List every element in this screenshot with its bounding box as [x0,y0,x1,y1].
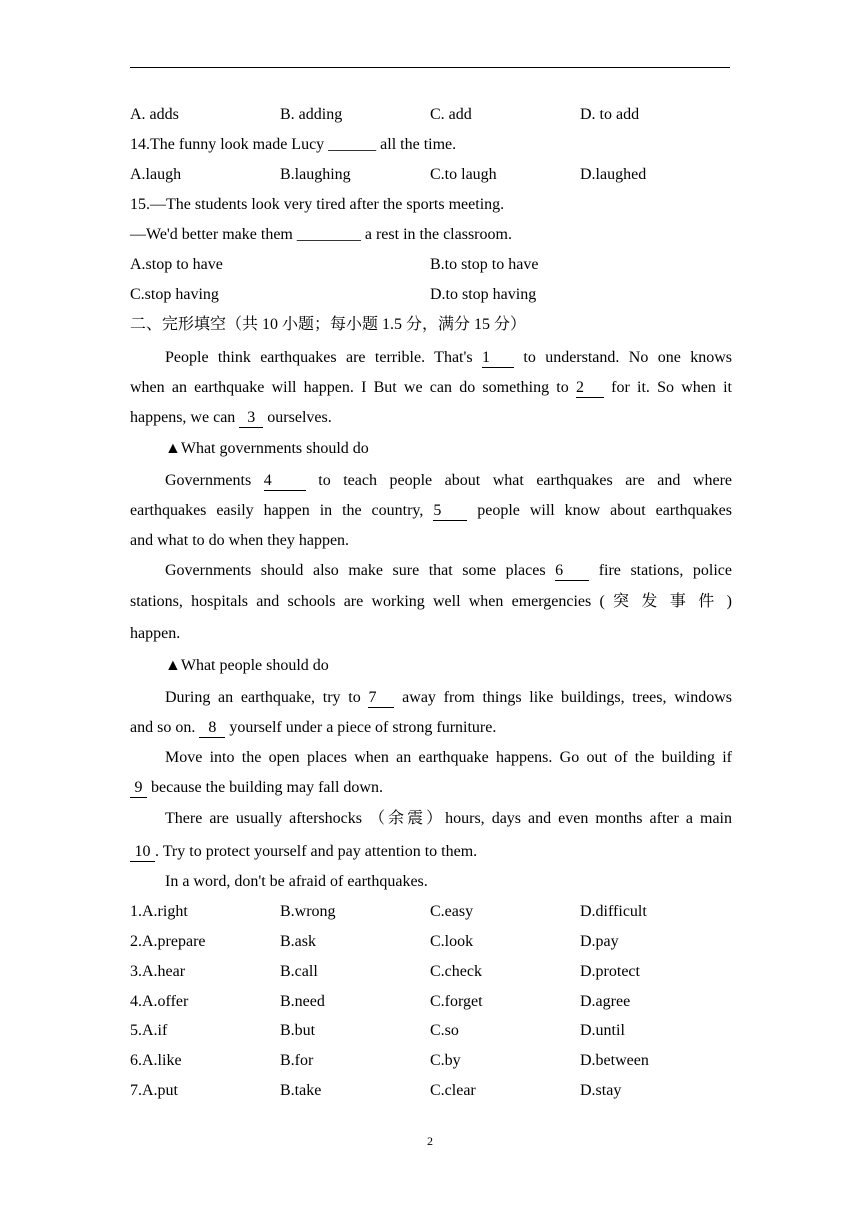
option-c: C.check [430,963,482,980]
option-c: C.stop having [130,286,219,303]
option-c: C.easy [430,903,474,920]
passage-line: 10 . Try to protect yourself and pay attention to them. [130,840,732,864]
passage-line: People think earthquakes are terrible. That's 1 to understand. No one knows [165,349,732,366]
section-title: 二、完形填空（共 10 小题；每小题 1.5 分，满分 15 分） [130,316,527,333]
blank-4: 4 [264,472,306,491]
passage-line: when an earthquake will happen. I But we can do something to 2 for it. So when it [130,379,732,396]
option-b: B.laughing [280,166,351,183]
option-c: C.clear [430,1082,476,1099]
choice-row-5 [130,1019,730,1043]
option-d: D.stay [580,1082,622,1099]
option-a: 2.A.prepare [130,933,206,950]
option-d: D.pay [580,933,619,950]
option-a: 6.A.like [130,1052,182,1069]
header-rule [130,67,730,68]
blank-10: 10 [130,843,155,862]
option-b: B.take [280,1082,322,1099]
option-b: B.but [280,1022,316,1039]
option-a: A.stop to have [130,256,223,273]
passage-line: stations, hospitals and schools are working well when emergencies ( 突 发 事 件 ) [130,593,732,610]
option-a: 1.A.right [130,903,188,920]
section-heading: ▲What governments should do [165,440,369,457]
option-d: D. to add [580,106,640,123]
blank-6: 6 [555,562,589,581]
passage-line: In a word, don't be afraid of earthquakes. [165,873,428,890]
question-15-reply: —We'd better make them ________ a rest in the classroom. [130,226,512,243]
option-d: D.until [580,1022,625,1039]
blank-1: 1 [482,349,514,368]
passage-line: earthquakes easily happen in the country, 5 people will know about earthquakes [130,502,733,519]
q15-options-row1 [130,253,730,277]
choice-row-4 [130,990,730,1014]
option-b: B. adding [280,106,343,123]
option-d: D.difficult [580,903,647,920]
option-c: C.to laugh [430,166,497,183]
option-b: B.need [280,993,325,1010]
option-a: 5.A.if [130,1022,168,1039]
option-a: 7.A.put [130,1082,178,1099]
passage-line: There are usually aftershocks （余震）hours, days and even months after a main [165,810,732,827]
option-b: B.to stop to have [430,256,539,273]
choice-row-2 [130,930,730,954]
option-c: C. add [430,106,472,123]
section-heading: ▲What people should do [165,657,329,674]
option-d: D.laughed [580,166,647,183]
option-d: D.between [580,1052,649,1069]
q15-options-row2 [130,283,730,307]
option-c: C.by [430,1052,461,1069]
passage-line: happens, we can 3 ourselves. [130,409,332,426]
option-a: A.laugh [130,166,182,183]
choice-row-6 [130,1049,730,1073]
option-b: B.for [280,1052,314,1069]
page-number: 2 [427,1134,433,1148]
question-14-stem: 14.The funny look made Lucy ______ all the time. [130,136,457,153]
option-c: C.so [430,1022,459,1039]
passage-line: Move into the open places when an earthquake happens. Go out of the building if [165,749,732,766]
passage-line: Governments 4 to teach people about what earthquakes are and where [165,472,733,489]
option-a: A. adds [130,106,179,123]
option-b: B.ask [280,933,316,950]
option-b: B.wrong [280,903,336,920]
choice-row-1 [130,900,730,924]
passage-line: and so on. 8 yourself under a piece of strong furniture. [130,719,497,736]
blank-8: 8 [199,719,225,738]
passage-line: happen. [130,625,181,642]
choice-row-7 [130,1079,730,1103]
blank-9: 9 [130,779,147,798]
passage-line: Governments should also make sure that some places 6 fire stations, police [165,562,732,579]
question-15-stem: 15.—The students look very tired after the sports meeting. [130,196,505,213]
blank-3: 3 [239,409,263,428]
option-d: D.protect [580,963,640,980]
option-c: C.forget [430,993,483,1010]
passage-line: During an earthquake, try to 7 away from things like buildings, trees, windows [165,689,733,706]
blank-7: 7 [368,689,394,708]
blank-2: 2 [576,379,604,398]
choice-row-3 [130,960,730,984]
option-d: D.to stop having [430,286,537,303]
passage-line: and what to do when they happen. [130,532,350,549]
passage-line: 9 because the building may fall down. [130,776,732,800]
option-c: C.look [430,933,474,950]
q13-options [130,103,730,127]
blank-5: 5 [433,502,467,521]
option-a: 4.A.offer [130,993,189,1010]
q14-options [130,163,730,187]
option-d: D.agree [580,993,631,1010]
option-a: 3.A.hear [130,963,186,980]
option-b: B.call [280,963,318,980]
